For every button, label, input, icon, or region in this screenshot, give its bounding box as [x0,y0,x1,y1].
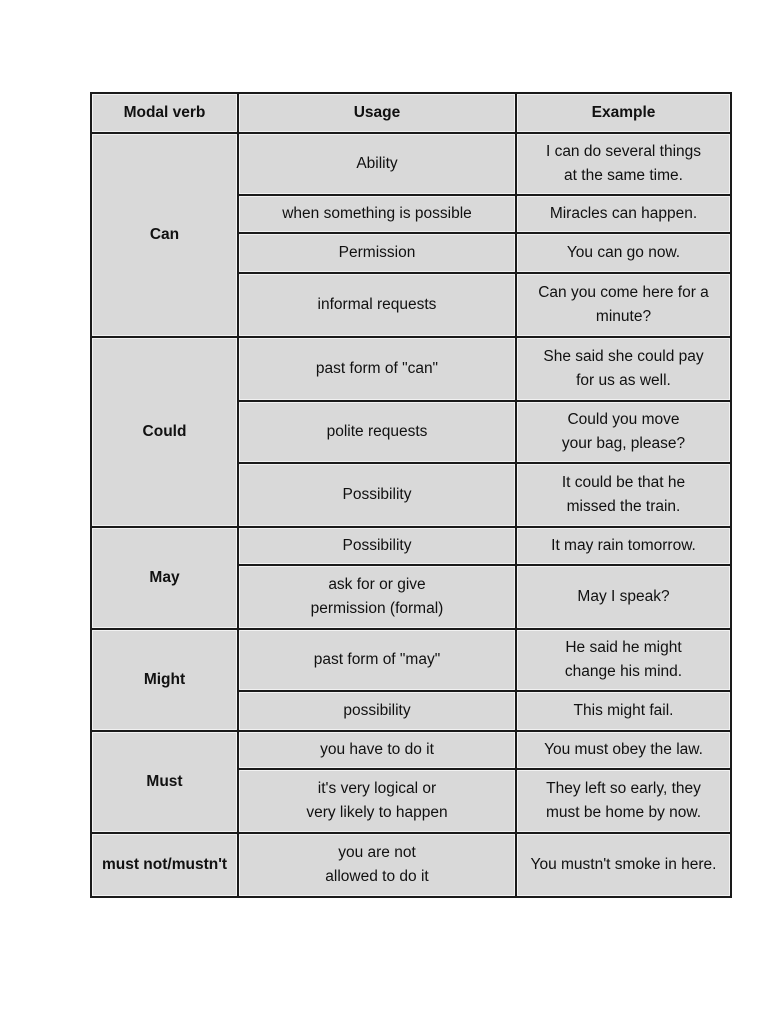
usage-cell: you have to do it [239,732,517,770]
usage-cell: Possibility [239,464,517,528]
example-cell: May I speak? [517,566,730,630]
usage-cell: you are not allowed to do it [239,834,517,896]
table-row [92,528,730,566]
example-cell: I can do several things at the same time. [517,134,730,196]
table-row [92,338,730,402]
example-cell: You can go now. [517,234,730,274]
table-row [92,134,730,196]
example-cell: You mustn't smoke in here. [517,834,730,896]
header-example: Example [517,94,730,134]
example-cell: They left so early, they must be home by now. [517,770,730,834]
example-cell: This might fail. [517,692,730,732]
table-row [92,732,730,770]
example-cell: Can you come here for a minute? [517,274,730,338]
usage-cell: Permission [239,234,517,274]
usage-cell: informal requests [239,274,517,338]
header-row [92,94,730,134]
example-cell: Could you move your bag, please? [517,402,730,464]
usage-cell: Possibility [239,528,517,566]
verb-cell-might: Might [92,630,239,732]
usage-cell: past form of "can" [239,338,517,402]
usage-cell: possibility [239,692,517,732]
verb-cell-must-not: must not/mustn't [92,834,239,896]
example-cell: Miracles can happen. [517,196,730,234]
verb-cell-can: Can [92,134,239,338]
usage-cell: Ability [239,134,517,196]
table-row [92,630,730,692]
usage-cell: ask for or give permission (formal) [239,566,517,630]
header-modal-verb: Modal verb [92,94,239,134]
modal-verbs-table [90,92,732,898]
usage-cell: it's very logical or very likely to happen [239,770,517,834]
example-cell: She said she could pay for us as well. [517,338,730,402]
example-cell: You must obey the law. [517,732,730,770]
header-usage: Usage [239,94,517,134]
example-cell: He said he might change his mind. [517,630,730,692]
example-cell: It may rain tomorrow. [517,528,730,566]
usage-cell: when something is possible [239,196,517,234]
verb-cell-may: May [92,528,239,630]
verb-cell-could: Could [92,338,239,528]
usage-cell: polite requests [239,402,517,464]
table-row [92,834,730,896]
verb-cell-must: Must [92,732,239,834]
usage-cell: past form of "may" [239,630,517,692]
example-cell: It could be that he missed the train. [517,464,730,528]
